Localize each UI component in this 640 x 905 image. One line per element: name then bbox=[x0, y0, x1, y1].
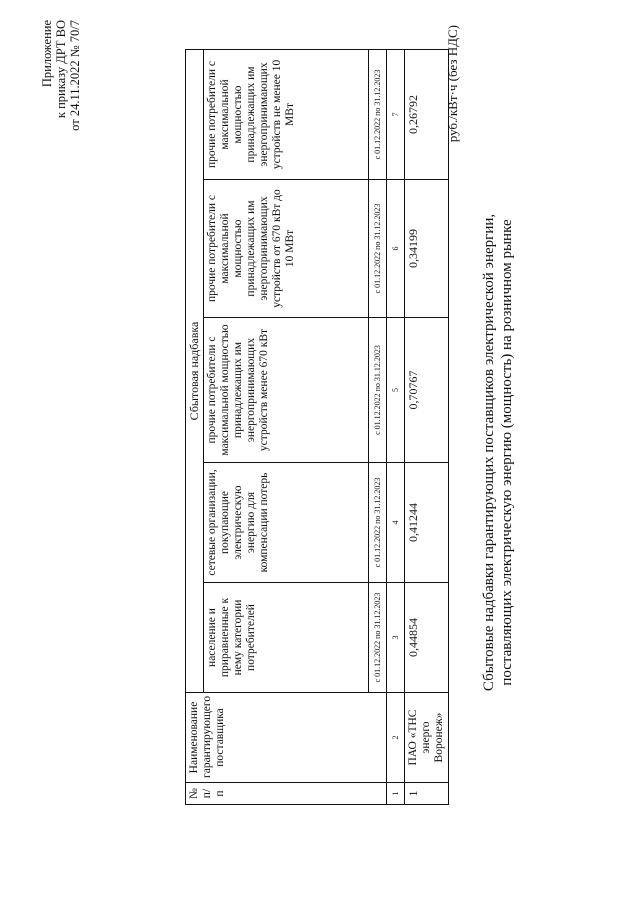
appendix-line-1: Приложение bbox=[40, 20, 54, 88]
row-number: 1 bbox=[405, 783, 449, 805]
value-population: 0,44854 bbox=[405, 583, 449, 693]
table-header-row-2 bbox=[204, 49, 369, 804]
header-category-670kw-10mw: прочие потребители с максимальной мощностью принадлежащих им энергопринимающих устройств от 670 кВт до 10 МВт bbox=[204, 180, 369, 318]
period-cell: с 01.12.2022 по 31.12.2023 bbox=[369, 49, 387, 179]
header-markup-group: Сбытовая надбавка bbox=[186, 49, 204, 692]
appendix-line-3: от 24.11.2022 № 70/7 bbox=[68, 20, 82, 131]
appendix-note bbox=[40, 20, 82, 131]
period-cell: с 01.12.2022 по 31.12.2023 bbox=[369, 583, 387, 693]
table-row bbox=[405, 49, 449, 804]
column-number: 5 bbox=[387, 318, 405, 463]
column-number: 6 bbox=[387, 180, 405, 318]
supplier-name: ПАО «ТНС энерго Воронеж» bbox=[405, 693, 449, 783]
header-category-grid-orgs: сетевые организации, покупающие электрическую энергию для компенсации потерь bbox=[204, 463, 369, 583]
appendix-line-2: к приказу ДРТ ВО bbox=[54, 20, 68, 119]
header-category-over-10mw: прочие потребители с максимальной мощностью принадлежащих им энергопринимающих устройств не менее 10 МВт bbox=[204, 49, 369, 179]
period-cell: с 01.12.2022 по 31.12.2023 bbox=[369, 318, 387, 463]
title-line-2: поставляющих электрическую энергию (мощность) на розничном рынке bbox=[499, 219, 515, 686]
header-category-under-670kw: прочие потребители с максимальной мощностью принадлежащих им энергопринимающих устройств менее 670 кВт bbox=[204, 318, 369, 463]
period-cell: с 01.12.2022 по 31.12.2023 bbox=[369, 180, 387, 318]
table-period-row bbox=[369, 49, 387, 804]
unit-label: руб./кВт·ч (без НДС) bbox=[445, 25, 460, 143]
value-under-670kw: 0,70767 bbox=[405, 318, 449, 463]
period-cell: с 01.12.2022 по 31.12.2023 bbox=[369, 463, 387, 583]
title-line-1: Сбытовые надбавки гарантирующих поставщиков электрической энергии, bbox=[481, 213, 497, 692]
column-number: 2 bbox=[387, 693, 405, 783]
table-header-row-1 bbox=[186, 49, 204, 804]
markup-table bbox=[185, 49, 449, 805]
column-number: 7 bbox=[387, 49, 405, 179]
value-over-10mw: 0,26792 bbox=[405, 49, 449, 179]
value-670kw-10mw: 0,34199 bbox=[405, 180, 449, 318]
header-category-population: население и приравненные к нему категории потребителей bbox=[204, 583, 369, 693]
column-number: 1 bbox=[387, 783, 405, 805]
header-no: № п/п bbox=[186, 783, 387, 805]
header-supplier-name: Наименование гарантирующего поставщика bbox=[186, 693, 387, 783]
column-number-row bbox=[387, 49, 405, 804]
document-title bbox=[480, 0, 516, 905]
column-number: 4 bbox=[387, 463, 405, 583]
column-number: 3 bbox=[387, 583, 405, 693]
value-grid-orgs: 0,41244 bbox=[405, 463, 449, 583]
